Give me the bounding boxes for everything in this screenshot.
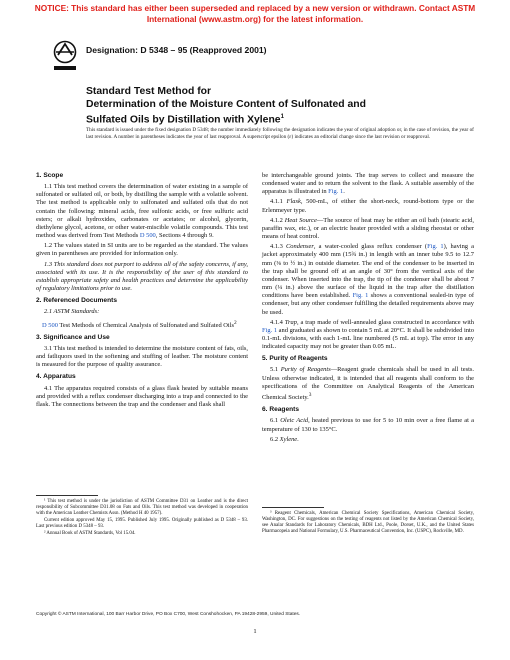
label-6-1: 6.1 bbox=[270, 417, 281, 425]
term-condenser: Condenser bbox=[286, 243, 314, 251]
link-fig-1-b[interactable]: Fig. 1 bbox=[427, 243, 444, 251]
para-4-1-2-text: —The source of heat may be either an oil bath (stearic acid, paraffin wax, etc.), or an electric heater provided with a sliding rheostat or other means of heat control. bbox=[262, 216, 475, 241]
para-2-1: 2.1 ASTM Standards: bbox=[44, 308, 100, 316]
title-line-1: Standard Test Method for bbox=[86, 86, 212, 97]
para-3-1: 3.1 This test method is intended to determine the moisture content of fats, oils, and fatliquors used in the softening and stuffing of leather. The moisture content is measured for the purpose of quality assurance. bbox=[36, 344, 248, 369]
label-5-1: 5.1 bbox=[270, 366, 281, 374]
section-heading-purity: 5. Purity of Reagents bbox=[262, 355, 328, 363]
footnotes-left bbox=[36, 495, 248, 539]
footnote-3: ³ Reagent Chemicals, American Chemical Society Specifications, American Chemical Society, Washington, DC. For suggestions on the testing of reagents not listed by the American Chemical Society, see Analar Standards for Laboratory Chemicals, BDH Ltd., Poole, Dorset, U.K., and the United States Pharmacopeia and National Formulary, U.S. Pharmaceutical Convention, Inc. (USPC), Rockville, MD. bbox=[262, 511, 474, 535]
reference-d500 bbox=[36, 319, 248, 330]
title-line-3 bbox=[86, 111, 466, 127]
supersession-notice bbox=[0, 3, 510, 24]
para-1-1-tail: , Sections 4 through 9. bbox=[155, 232, 214, 240]
para-5-1-text: —Reagent grade chemicals shall be used in all tests. Unless otherwise indicated, it is intended that all reagents shall conform to the specifications of the Committee on Analytical Reagents of the American Chemical Society. bbox=[262, 366, 475, 402]
label-4-1-4: 4.1.4 bbox=[270, 318, 285, 326]
left-column bbox=[36, 172, 248, 411]
para-6-1-text: , heated previous to use for 5 to 10 min over a free flame at a temperature of 130 to 135°C. bbox=[262, 417, 475, 433]
section-heading-scope: 1. Scope bbox=[36, 172, 64, 179]
document-title bbox=[86, 86, 466, 127]
astm-logo-icon bbox=[52, 40, 78, 72]
page-number: 1 bbox=[253, 628, 257, 635]
para-4-1-3 bbox=[262, 243, 474, 316]
term-heat-source: Heat Source bbox=[284, 216, 317, 224]
footnote-rule bbox=[36, 495, 98, 496]
para-4-1-4 bbox=[262, 319, 474, 352]
link-d500-ref[interactable]: D 500 bbox=[42, 321, 58, 329]
footnote-1: ¹ This test method is under the jurisdiction of ASTM Committee D31 on Leather and is the direct responsibility of Subcommittee D31.08 on Fats and Oils. This test method was developed in cooperation with the American Leather Chemists Assn. (Method H 40 1957). bbox=[36, 499, 248, 517]
para-6-1 bbox=[262, 417, 474, 433]
link-fig-1[interactable]: Fig. 1 bbox=[328, 188, 344, 196]
para-5-1 bbox=[262, 366, 474, 402]
label-6-2: 6.2 bbox=[270, 435, 280, 443]
para-1-1-text: 1.1 This test method covers the determination of water existing in a sample of sulfonated or sulfated oil, or both, by distilling the sample with a volatile solvent. The test method is applicable only to sulfonated and sulfated oils that do not contain the following: mineral acids, free sulfonic acids, or free sulfuric acid esters; or alkali hydroxides, carbonates or acetates; or alcohol, glycerin, diethylene glycol, acetone, or other water-miscible volatile compounds. This test method was derived from Test Methods bbox=[36, 183, 248, 240]
link-d500[interactable]: D 500 bbox=[139, 232, 156, 240]
link-fig-1-c[interactable]: Fig. 1 bbox=[352, 292, 369, 300]
section-heading-referenced-documents: 2. Referenced Documents bbox=[36, 297, 117, 305]
right-column bbox=[262, 172, 474, 446]
notice-line-1: NOTICE: This standard has either been superseded and replaced by a new version or withdrawn. Contact ASTM bbox=[34, 3, 476, 13]
label-4-1-1: 4.1.1 bbox=[270, 198, 287, 206]
footnote-mark-3: 3 bbox=[308, 391, 312, 398]
para-1-1 bbox=[36, 183, 248, 240]
para-1-3: 1.3 This standard does not purport to address all of the safety concerns, if any, associated with its use. It is the responsibility of the user of this standard to establish appropriate safety and health practices and determine the applicability of regulatory limitations prior to use. bbox=[36, 260, 248, 293]
para-1-2: 1.2 The values stated in SI units are to be regarded as the standard. The values given in parentheses are provided for information only. bbox=[36, 242, 248, 258]
para-4-1-1 bbox=[262, 198, 474, 214]
para-4-1-1-text: , 500-mL, of either the short-neck, round-bottom type or the Erlenmeyer type. bbox=[262, 198, 474, 214]
term-trap: Trap bbox=[284, 318, 297, 326]
section-heading-apparatus: 4. Apparatus bbox=[36, 373, 76, 381]
section-heading-significance: 3. Significance and Use bbox=[36, 333, 110, 341]
label-4-1-2: 4.1.2 bbox=[270, 216, 285, 224]
para-4-1-3-text-a: , a water-cooled glass reflux condenser ( bbox=[313, 243, 428, 251]
para-4-1-cont bbox=[262, 172, 474, 196]
para-4-1-cont-tail: . bbox=[343, 188, 345, 196]
label-4-1-3: 4.1.3 bbox=[270, 243, 286, 251]
para-4-1-3-text-b: ), having a jacket approximately 400 mm (15¾ in.) in length with an inner tube 9.5 to 12.7 mm (⅜ to ½ in.) in outside diameter. The end of the condenser to be inserted in the trap shall be ground off at an angle of 30° from the vertical axis of the condenser. When inserted into the trap, the tip of the condenser shall be about 7 mm (¼ in.) above the surface of the liquid in the trap after the distillation conditions have been established. bbox=[262, 243, 475, 300]
para-4-1-cont-text: be interchangeable ground joints. The trap serves to collect and measure the condensed water and to return the solvent to the flask. A suitable assembly of the apparatus is illustrated in bbox=[262, 172, 474, 196]
footnotes-right bbox=[262, 507, 474, 536]
footnote-mark-2: 2 bbox=[234, 319, 237, 326]
section-heading-reagents: 6. Reagents bbox=[262, 406, 300, 414]
title-line-2: Determination of the Moisture Content of Sulfonated and bbox=[86, 98, 366, 110]
footnote-1b: Current edition approved May 15, 1995. Published July 1995. Originally published as D 5348 – 93. Last previous edition D 5348 – 93. bbox=[36, 518, 248, 530]
para-4-1-2 bbox=[262, 217, 474, 241]
para-6-2 bbox=[262, 436, 474, 444]
term-purity: Purity of Reagents bbox=[280, 366, 331, 374]
preface-note: This standard is issued under the fixed designation D 5348; the number immediately following the designation indicates the year of original adoption or, in the case of revision, the year of last revision. A number in parentheses indicates the year of last reapproval. A superscript epsilon (ε) indicates an editorial change since the last revision or reapproval. bbox=[86, 127, 474, 140]
title-line-3-text: Sulfated Oils by Distillation with Xylene bbox=[86, 114, 281, 126]
footnote-rule-right bbox=[262, 507, 324, 508]
term-oleic-acid: Oleic Acid bbox=[280, 417, 309, 425]
notice-line-2: International (www.astm.org) for the latest information. bbox=[146, 13, 364, 24]
para-4-1-4-text-a: , a trap made of well-annealed glass constructed in accordance with bbox=[296, 318, 474, 326]
para-6-2-text: . bbox=[297, 435, 299, 443]
footnote-2: ² Annual Book of ASTM Standards, Vol 15.04. bbox=[44, 531, 136, 537]
copyright-line: Copyright © ASTM International, 100 Barr Harbor Drive, PO Box C700, West Conshohocken, PA 19428-2959, United States. bbox=[36, 612, 301, 617]
para-4-1: 4.1 The apparatus required consists of a glass flask heated by suitable means and provided with a reflux condenser discharging into a trap and connected to the flask. The connections between the trap and the condenser and flask shall bbox=[36, 384, 248, 408]
para-4-1-3-text-c: shows a conventional sealed-in type of condenser, but any other condenser fulfilling the detailed requirements above may be used. bbox=[262, 292, 475, 316]
para-4-1-4-text-b: and graduated as shown to contain 5 mL at 20°C. It shall be subdivided into 0.1-mL divisions, with each 1-mL line numbered (5 mL at top). The error in any indicated capacity may not be greater than 0.05 mL. bbox=[262, 326, 475, 351]
designation: Designation: D 5348 – 95 (Reapproved 2001) bbox=[86, 45, 267, 55]
term-flask: Flask bbox=[286, 198, 301, 206]
link-fig-1-d[interactable]: Fig. 1 bbox=[262, 326, 278, 334]
title-footnote-mark: 1 bbox=[280, 114, 284, 120]
reference-d500-text: Test Methods of Chemical Analysis of Sulfonated and Sulfated Oils bbox=[57, 321, 235, 329]
term-xylene: Xylene bbox=[279, 435, 298, 443]
